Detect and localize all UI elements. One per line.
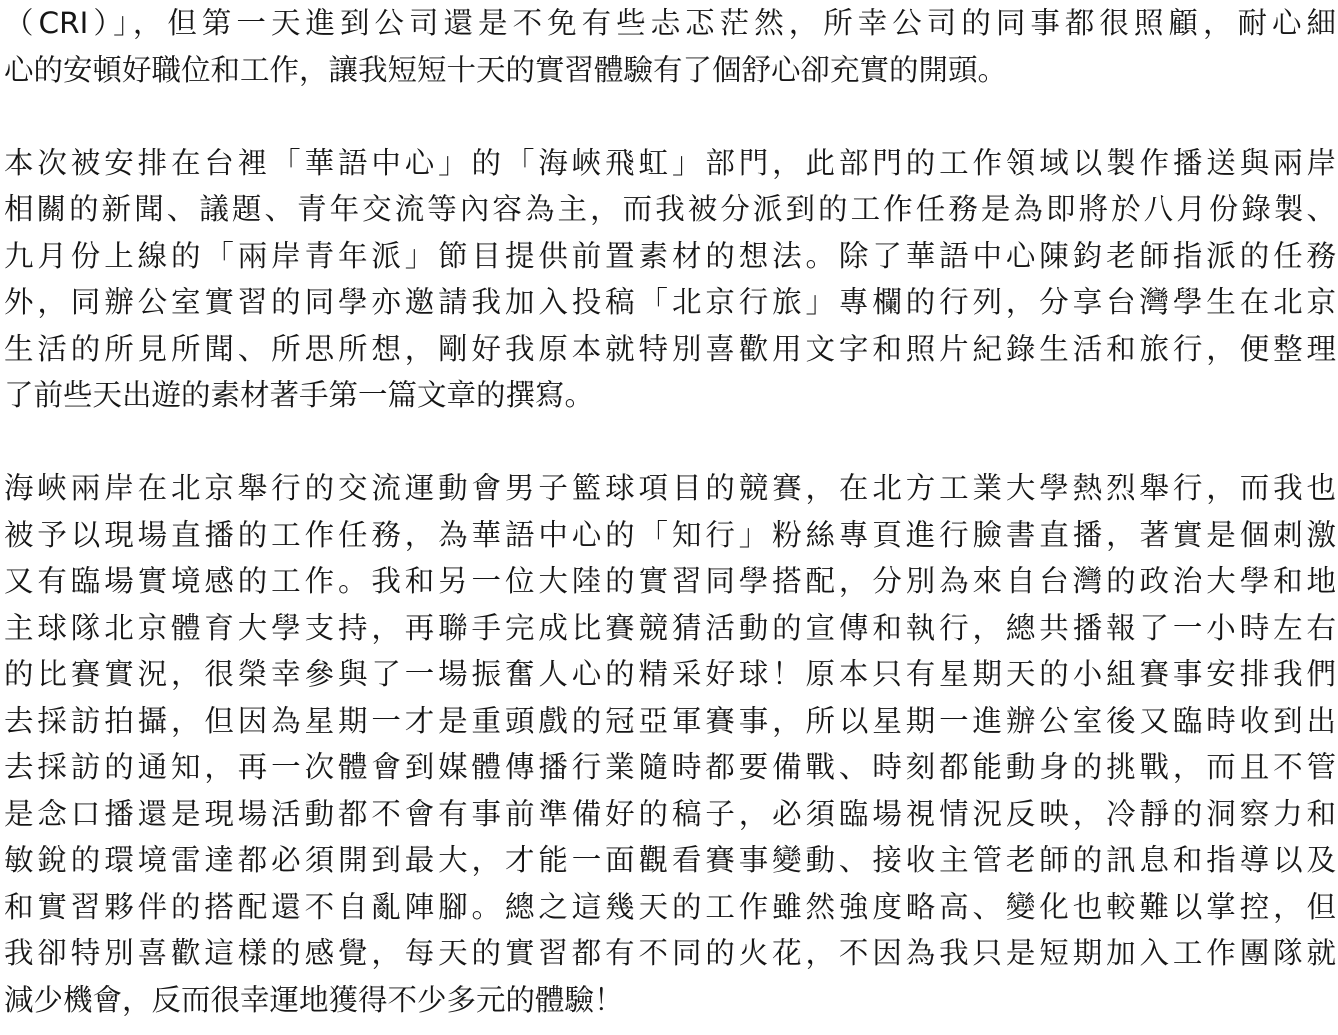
text-line: 心的安頓好職位和工作，讓我短短十天的實習體驗有了個舒心卻充實的開頭。 [4, 52, 1008, 87]
text-line: 九月份上線的「兩岸青年派」節目提供前置素材的想法。除了華語中心陳鈞老師指派的任務 [4, 238, 1336, 273]
text-line: 本次被安排在台裡「華語中心」的「海峽飛虹」部門，此部門的工作領域以製作播送與兩岸 [4, 145, 1336, 180]
text-line: 去採訪的通知，再一次體會到媒體傳播行業隨時都要備戰、時刻都能動身的挑戰，而且不管 [4, 750, 1336, 784]
text-line: 被予以現場直播的工作任務，為華語中心的「知行」粉絲專頁進行臉書直播，著實是個刺激 [4, 517, 1336, 552]
text-line: 去採訪拍攝，但因為星期一才是重頭戲的冠亞軍賽事，所以星期一進辦公室後又臨時收到出 [4, 703, 1336, 738]
paragraph [4, 465, 1336, 1023]
paragraph-gap [4, 419, 1336, 466]
text-line: 主球隊北京體育大學支持，再聯手完成比賽競猜活動的宣傳和執行，總共播報了一小時左右 [4, 610, 1336, 645]
text-line: 減少機會，反而很幸運地獲得不少多元的體驗！ [4, 982, 624, 1017]
paragraph [4, 140, 1336, 419]
document-body [4, 0, 1336, 1023]
text-line: 相關的新聞、議題、青年交流等內容為主，而我被分派到的工作任務是為即將於八月份錄製、 [4, 192, 1336, 226]
text-line: 敏銳的環境雷達都必須開到最大，才能一面觀看賽事變動、接收主管老師的訊息和指導以及 [4, 843, 1336, 877]
paragraph [4, 0, 1336, 93]
text-line: 了前些天出遊的素材著手第一篇文章的撰寫。 [4, 378, 595, 412]
text-line: 的比賽實況，很榮幸參與了一場振奮人心的精采好球！原本只有星期天的小組賽事安排我們 [4, 657, 1336, 691]
text-line: （CRI）」，但第一天進到公司還是不免有些忐忑茫然，所幸公司的同事都很照顧，耐心細 [4, 6, 1336, 40]
text-line: 外，同辦公室實習的同學亦邀請我加入投稿「北京行旅」專欄的行列，分享台灣學生在北京 [4, 285, 1336, 319]
text-line: 是念口播還是現場活動都不會有事前準備好的稿子，必須臨場視情況反映，冷靜的洞察力和 [4, 796, 1336, 831]
paragraph-gap [4, 93, 1336, 140]
text-line: 又有臨場實境感的工作。我和另一位大陸的實習同學搭配，分別為來自台灣的政治大學和地 [4, 564, 1336, 598]
text-line: 生活的所見所聞、所思所想，剛好我原本就特別喜歡用文字和照片紀錄生活和旅行，便整理 [4, 331, 1336, 366]
text-line: 我卻特別喜歡這樣的感覺，每天的實習都有不同的火花，不因為我只是短期加入工作團隊就 [4, 936, 1336, 970]
text-line: 和實習夥伴的搭配還不自亂陣腳。總之這幾天的工作雖然強度略高、變化也較難以掌控，但 [4, 889, 1336, 924]
text-line: 海峽兩岸在北京舉行的交流運動會男子籃球項目的競賽，在北方工業大學熱烈舉行，而我也 [4, 471, 1336, 505]
